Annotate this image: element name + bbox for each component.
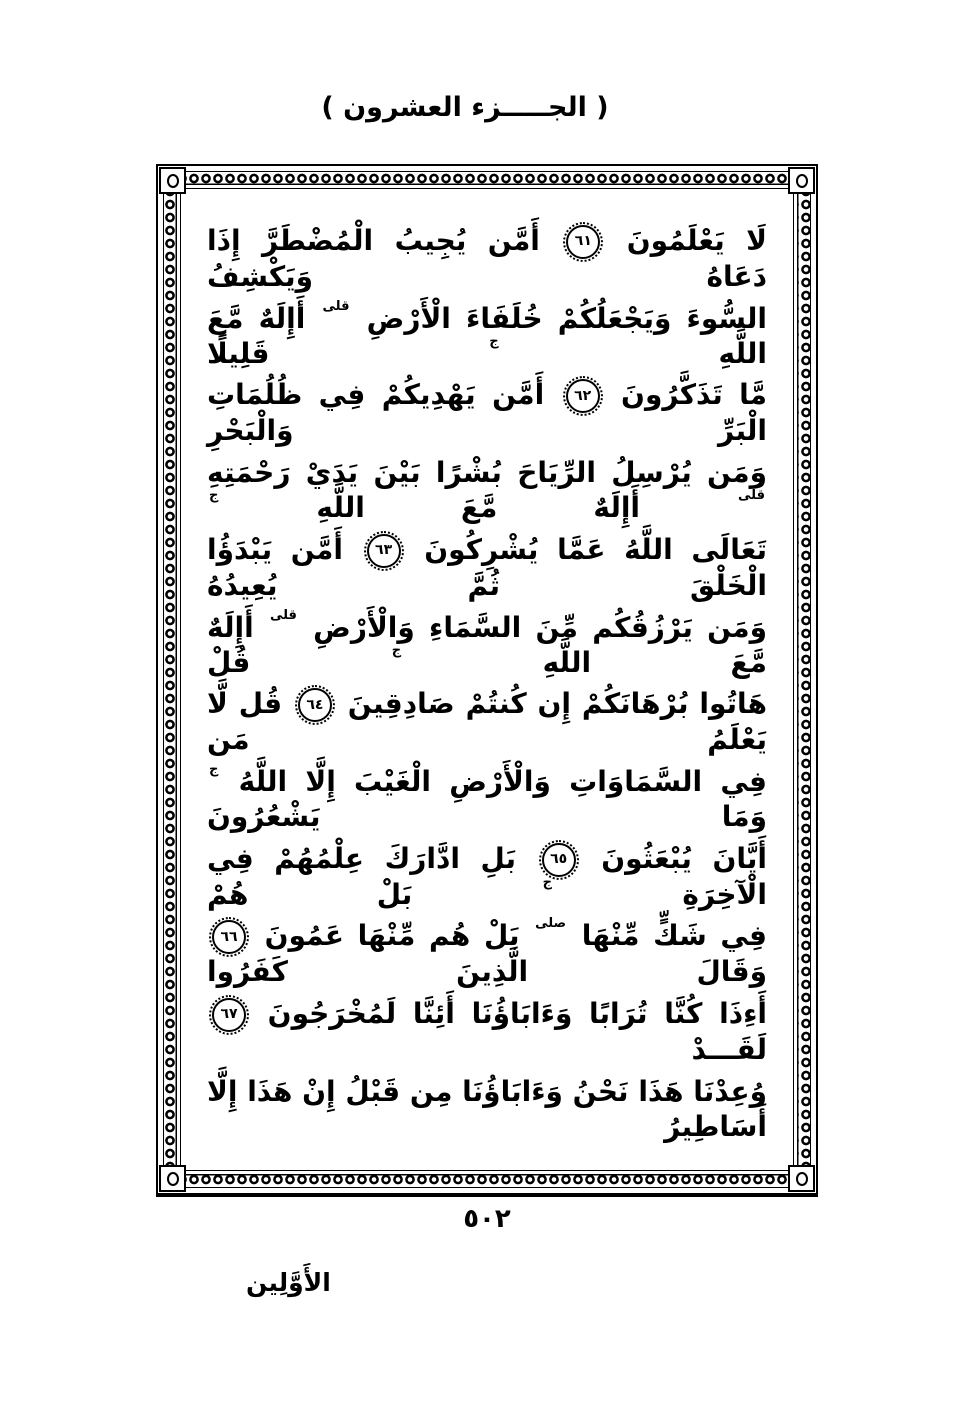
quran-text-run: أَيَّانَ يُبْعَثُونَ xyxy=(601,841,767,875)
corner-ornament-bottom-right xyxy=(788,1165,815,1192)
quran-text-run: بَلِ ادَّارَكَ عِلْمُهُمْ فِي الْآخِرَةِ xyxy=(207,841,767,911)
catchword: الأَوَّلِين xyxy=(246,1268,331,1297)
quran-text-run: هَاتُوا بُرْهَانَكُمْ إِن كُنتُمْ صَادِقِينَ xyxy=(347,687,767,721)
quran-text-run: قَلِيلًا xyxy=(207,336,270,370)
corner-ornament-top-left xyxy=(159,167,186,194)
quran-text-run: وُعِدْنَا هَذَا نَحْنُ وَءَابَاؤُنَا مِن قَبْلُ إِنْ هَذَا إِلَّا أَسَاطِيرُ xyxy=(207,1074,767,1143)
ayah-number-marker: ٦١ xyxy=(566,225,600,259)
waqf-mark: قلى xyxy=(322,298,350,314)
ayah-number-marker: ٦٧ xyxy=(212,998,246,1032)
waqf-mark: ج xyxy=(489,333,499,349)
quran-text-run: فِي شَكٍّ مِّنْهَا xyxy=(581,919,768,953)
chain-border-band xyxy=(163,171,811,1188)
quran-text-run: تَعَالَى اللَّهُ عَمَّا يُشْرِكُونَ xyxy=(424,532,768,566)
page-number: ٥٠٢ xyxy=(463,1204,511,1234)
quran-text-run: وَمَن يُرْسِلُ الرِّيَاحَ بُشْرًا بَيْنَ يَدَيْ رَحْمَتِهِ xyxy=(207,456,767,490)
quran-line xyxy=(207,377,767,448)
quran-text-run: بَلْ هُم مِّنْهَا عَمُونَ xyxy=(264,919,520,953)
quran-line xyxy=(207,607,768,680)
quran-line xyxy=(207,298,768,371)
quran-text-run: بَلْ هُمْ xyxy=(207,877,413,911)
frame-inner-panel xyxy=(180,188,794,1171)
ayah-number-marker: ٦٢ xyxy=(566,379,600,413)
quran-text-run: أَإِلَهٌ مَّعَ اللَّهِ xyxy=(207,301,768,370)
corner-ornament-top-right xyxy=(788,167,815,194)
waqf-mark: ج xyxy=(209,762,219,778)
quran-line xyxy=(207,918,767,989)
quran-line xyxy=(207,532,767,603)
quran-text-run: أَمَّن يُجِيبُ الْمُضْطَرَّ إِذَا دَعَاهُ وَيَكْشِفُ xyxy=(207,224,767,293)
quran-text-run: لَقَـــدْ xyxy=(691,1033,767,1067)
waqf-mark: صلى xyxy=(535,916,567,932)
quran-text-run: أَءِذَا كُنَّا تُرَابًا وَءَابَاؤُنَا أَئِنَّا لَمُخْرَجُونَ xyxy=(267,997,768,1031)
quran-text-run: وَمَن يَرْزُقُكُم مِّنَ السَّمَاءِ وَالْأَرْضِ xyxy=(313,610,768,644)
quran-line xyxy=(207,764,767,834)
quran-line xyxy=(207,1074,767,1144)
quran-line xyxy=(207,841,767,912)
waqf-mark: قلى xyxy=(269,607,297,623)
ayah-number-marker: ٦٤ xyxy=(298,688,332,722)
quran-text-run: أَإِلَهٌ مَّعَ اللَّهِ xyxy=(207,610,767,679)
quran-text-run: قُلْ xyxy=(207,645,251,679)
ayah-number-marker: ٦٥ xyxy=(542,843,576,877)
quran-text-run: أَمَّن يَهْدِيكُمْ فِي ظُلُمَاتِ الْبَرِّ وَالْبَحْرِ xyxy=(207,378,767,448)
ayah-number-marker: ٦٦ xyxy=(212,920,246,954)
quran-text-run: السُّوءَ وَيَجْعَلُكُمْ خُلَفَاءَ الْأَرْضِ xyxy=(366,301,768,335)
quran-text-run: لَا يَعْلَمُونَ xyxy=(626,224,768,257)
corner-ornament-bottom-left xyxy=(159,1165,186,1192)
ayah-number-marker: ٦٣ xyxy=(367,534,401,568)
quran-text-run: قُل لَّا يَعْلَمُ مَن xyxy=(207,687,767,757)
quran-text-run: وَمَا يَشْعُرُونَ xyxy=(207,800,767,834)
quran-line xyxy=(207,996,767,1067)
quran-text-run: وَقَالَ الَّذِينَ كَفَرُوا xyxy=(207,955,767,989)
quran-text xyxy=(207,223,767,1144)
juz-header: ( الجـــــزء العشرون ) xyxy=(321,92,609,123)
quran-line xyxy=(207,686,767,757)
waqf-mark: ج xyxy=(209,488,219,504)
waqf-mark: ج xyxy=(391,642,402,658)
mushaf-frame xyxy=(156,164,818,1197)
quran-text-run: مَّا تَذَكَّرُونَ xyxy=(621,378,768,412)
waqf-mark: ج xyxy=(542,874,553,890)
quran-text-run: أَإِلَهٌ مَّعَ اللَّهِ xyxy=(316,491,641,525)
quran-text-run: أَمَّن يَبْدَؤُا الْخَلْقَ ثُمَّ يُعِيدُهُ xyxy=(207,532,767,602)
waqf-mark: قلى xyxy=(738,488,766,504)
quran-text-run: فِي السَّمَاوَاتِ وَالْأَرْضِ الْغَيْبَ إِلَّا اللَّهُ xyxy=(238,765,768,799)
quran-line xyxy=(207,455,767,525)
quran-line xyxy=(207,223,767,294)
